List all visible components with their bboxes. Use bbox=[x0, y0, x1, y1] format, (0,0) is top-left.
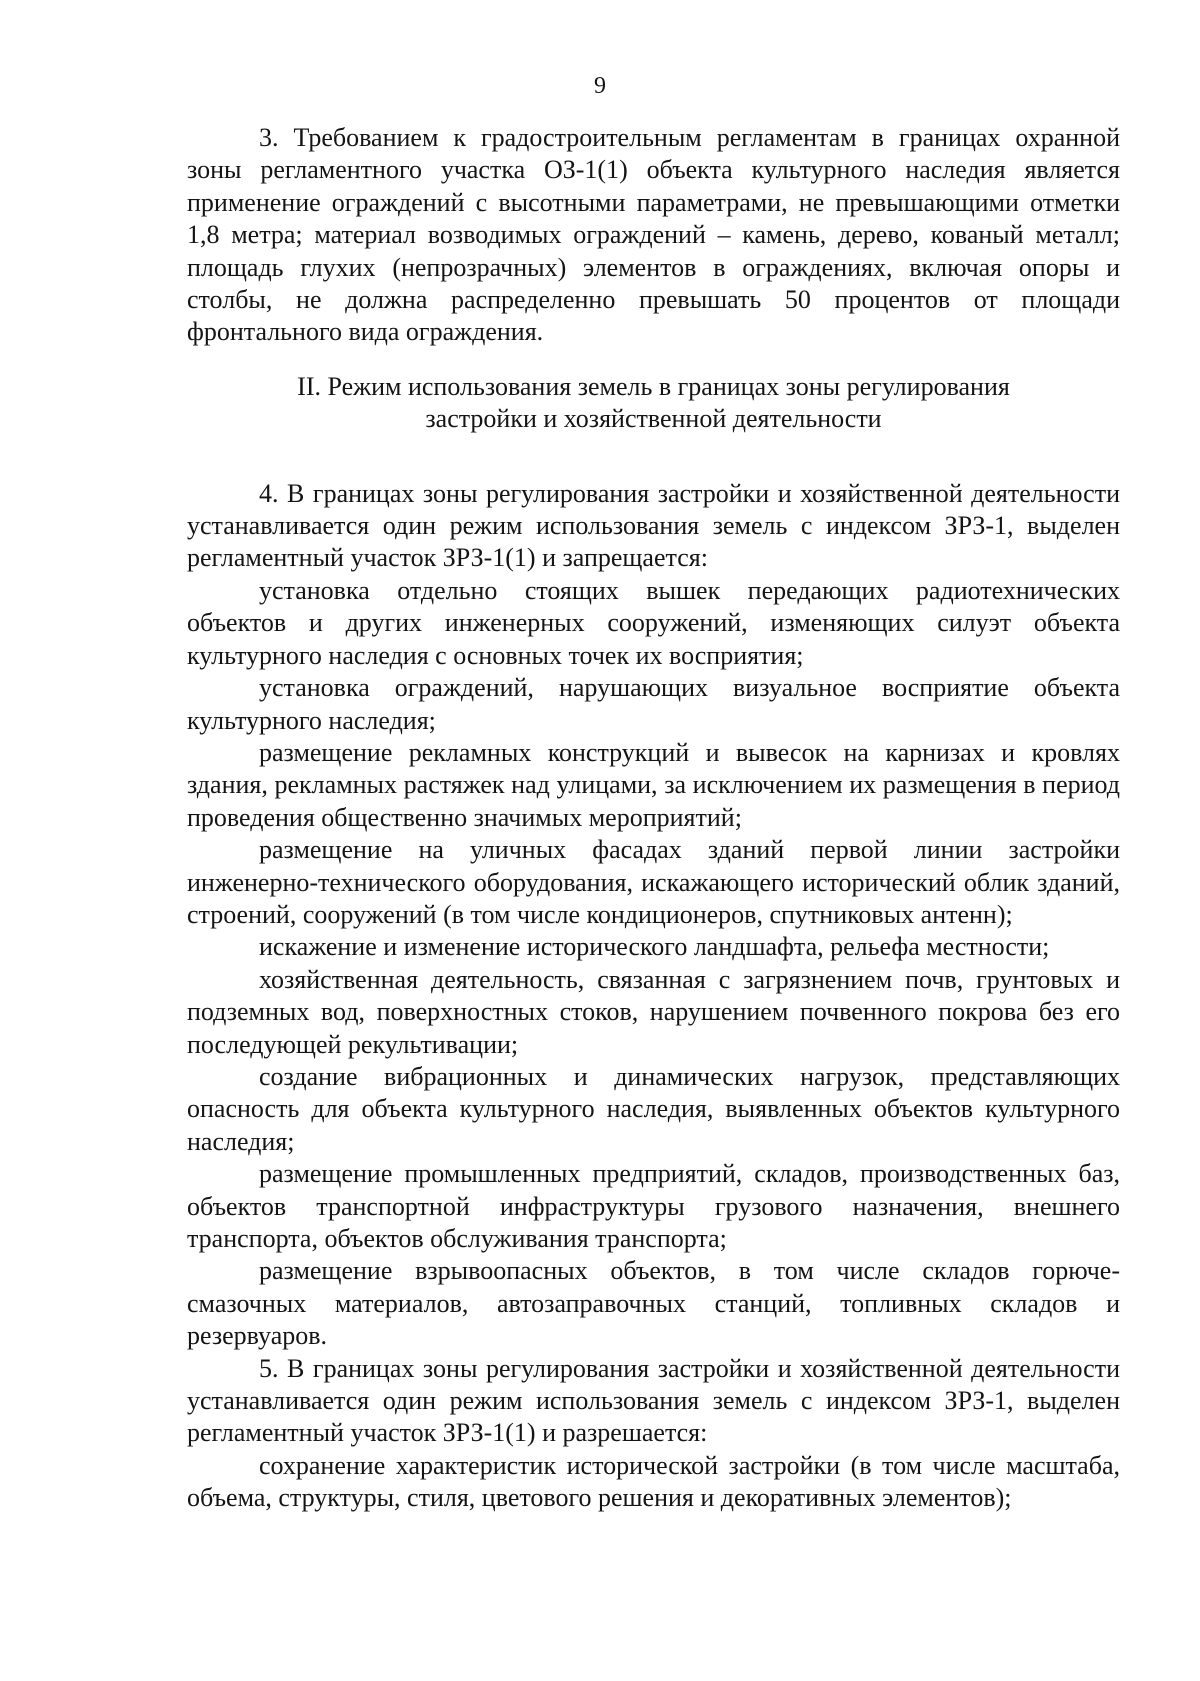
paragraph-4-item-9: размещение взрывоопасных объектов, в том числе складов горюче-смазочных материалов, автозаправочных станций, топливных складов и резервуаров. bbox=[187, 1256, 1120, 1351]
paragraph-4-item-4: размещение на уличных фасадах зданий первой линии застройки инженерно-технического оборудования, искажающего исторический облик зданий, строений, сооружений (в том числе кондиционеров, спутниковых антенн); bbox=[187, 835, 1120, 929]
paragraph-4-item-5: искажение и изменение исторического ландшафта, рельефа местности; bbox=[259, 932, 1050, 962]
section-heading-line-1: II. Режим использования земель в границах зоны регулирования bbox=[297, 371, 1010, 401]
paragraph-4-item-1: установка отдельно стоящих вышек передающих радиотехнических объектов и других инженерных сооружений, изменяющих силуэт объекта культурного наследия с основных точек их восприятия; bbox=[187, 575, 1120, 670]
paragraph-4-item-8: размещение промышленных предприятий, складов, производственных баз, объектов транспортной инфраструктуры грузового назначения, внешнего транспорта, объектов обслуживания транспорта; bbox=[187, 1159, 1120, 1253]
paragraph-4-item-6: хозяйственная деятельность, связанная с загрязнением почв, грунтовых и подземных вод, поверхностных стоков, нарушением почвенного покрова без его последующей рекультивации; bbox=[187, 964, 1120, 1059]
paragraph-4-item-7: создание вибрационных и динамических нагрузок, представляющих опасность для объекта культурного наследия, выявленных объектов культурного наследия; bbox=[187, 1061, 1120, 1156]
paragraph-5: 5. В границах зоны регулирования застройки и хозяйственной деятельности устанавливается один режим использования земель с индексом ЗРЗ-1, выделен регламентный участок ЗРЗ-1(1) и разрешается: bbox=[187, 1353, 1120, 1448]
paragraph-5-item-1: сохранение характеристик исторической застройки (в том числе масштаба, объема, структуры, стиля, цветового решения и декоративных элементов); bbox=[187, 1450, 1120, 1513]
paragraph-3: 3. Требованием к градостроительным регламентам в границах охранной зоны регламентного участка ОЗ-1(1) объекта культурного наследия является применение ограждений с высотными параметрами, не превышающими отметки 1,8 метра; материал возводимых ограждений – камень, дерево, кованый металл; площадь глухих (непрозрачных) элементов в ограждениях, включая опоры и столбы, не должна распределенно превышать 50 процентов от площади фронтального вида ограждения. bbox=[187, 123, 1120, 347]
page-number: 9 bbox=[594, 73, 606, 99]
paragraph-4-item-2: установка ограждений, нарушающих визуальное восприятие объекта культурного наследия; bbox=[187, 673, 1120, 735]
paragraph-4-item-3: размещение рекламных конструкций и вывесок на карнизах и кровлях здания, рекламных растяжек над улицами, за исключением их размещения в период проведения общественно значимых мероприятий; bbox=[187, 737, 1120, 832]
document-body bbox=[187, 122, 1120, 1515]
paragraph-4: 4. В границах зоны регулирования застройки и хозяйственной деятельности устанавливается один режим использования земель с индексом ЗРЗ-1, выделен регламентный участок ЗРЗ-1(1) и запрещается: bbox=[187, 478, 1120, 573]
section-heading-line-2: застройки и хозяйственной деятельности bbox=[425, 404, 882, 434]
section-heading bbox=[187, 371, 1120, 436]
